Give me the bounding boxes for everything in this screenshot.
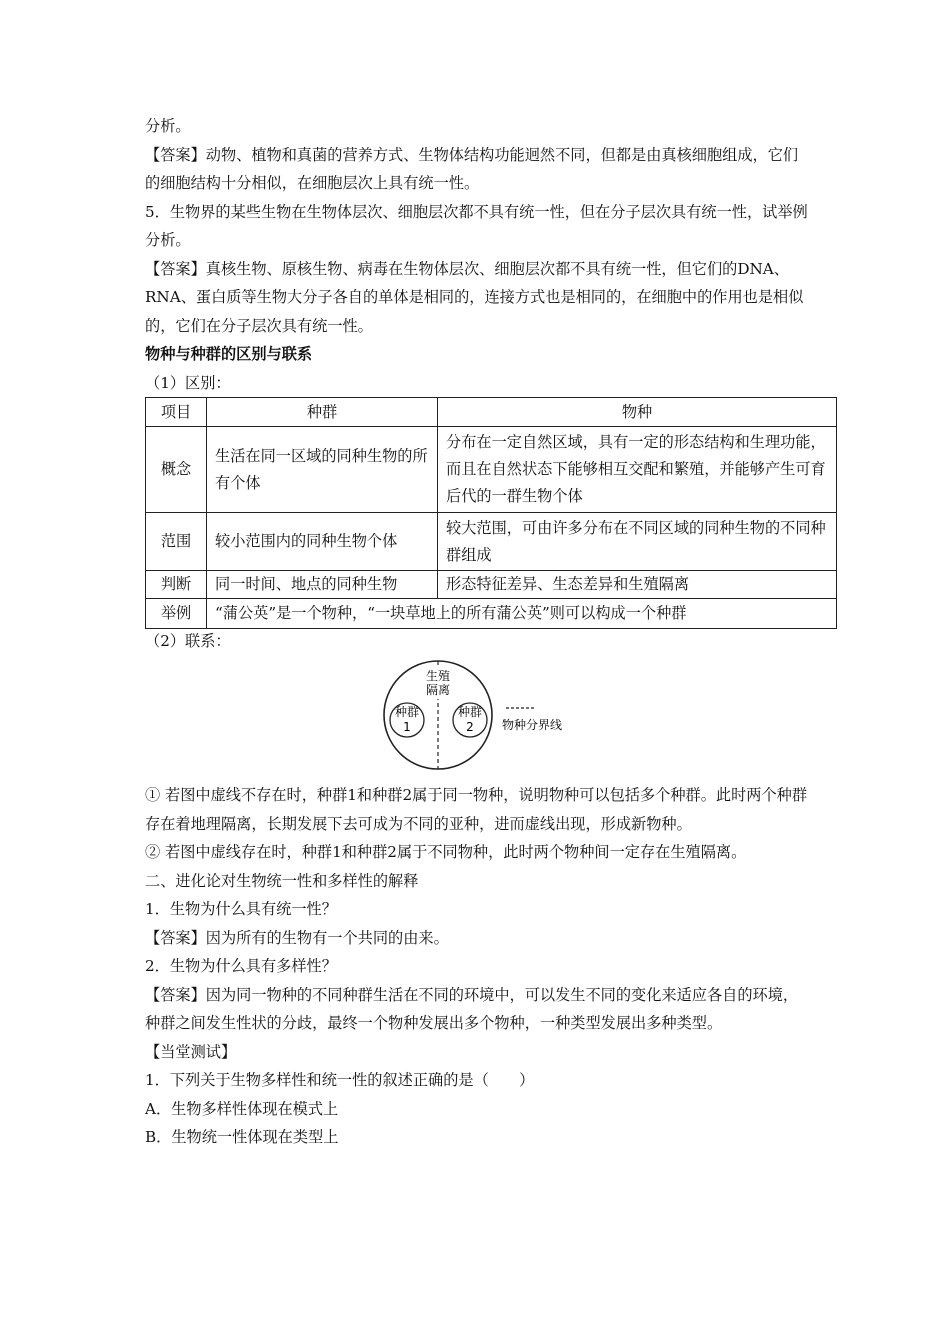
table-row: [146, 571, 837, 599]
diagram-svg: [382, 653, 582, 779]
table-row: [146, 599, 837, 629]
table-header-cell: 项目: [146, 398, 207, 427]
table-header-cell: 种群: [207, 398, 438, 427]
answer-paragraph: 【答案】因为所有的生物有一个共同的由来。: [145, 928, 449, 947]
table-header-row: [146, 398, 837, 427]
answer-paragraph: 【答案】因为同一物种的不同种群生活在不同的环境中，可以发生不同的变化来适应各自的环境，种群之间发生性状的分歧，最终一个物种发展出多个物种，一种类型发展出多种类型。: [145, 985, 799, 1032]
table-cell: 分布在一定自然区域，具有一定的形态结构和生理功能，而且在自然状态下能够相互交配和繁殖，并能够产生可育后代的一群生物个体: [438, 427, 837, 513]
population-2-label: 种群: [457, 705, 483, 719]
option-b: B．生物统一性体现在类型上: [145, 1128, 339, 1146]
test-heading: 【当堂测试】: [145, 1042, 237, 1061]
legend-label: 物种分界线: [502, 718, 563, 732]
section-title: 二、进化论对生物统一性和多样性的解释: [145, 871, 419, 890]
isolation-label: 隔离: [425, 683, 451, 697]
subheading: （2）联系：: [145, 632, 231, 650]
question-paragraph: 5．生物界的某些生物在生物体层次、细胞层次都不具有统一性，但在分子层次具有统一性，试举例分析。: [145, 202, 808, 249]
question-paragraph: 2．生物为什么具有多样性？: [145, 957, 337, 975]
table-cell: 形态特征差异、生态差异和生殖隔离: [438, 571, 837, 599]
row-label: 判断: [146, 571, 207, 599]
paragraph: 分析。: [145, 117, 191, 135]
subheading: （1）区别：: [145, 373, 231, 392]
table-row: [146, 427, 837, 513]
paragraph: ① 若图中虚线不存在时，种群1和种群2属于同一物种，说明物种可以包括多个种群。此时两个种群存在着地理隔离，长期发展下去可成为不同的亚种，进而虚线出现，形成新物种。: [145, 786, 808, 833]
population-2-number: 2: [466, 720, 474, 734]
table-cell: 较小范围内的同种生物个体: [207, 513, 438, 571]
table-row: [146, 513, 837, 571]
question-paragraph: 1．下列关于生物多样性和统一性的叙述正确的是（ ）: [145, 1071, 535, 1089]
table-cell: “蒲公英”是一个物种，“一块草地上的所有蒲公英”则可以构成一个种群: [207, 599, 837, 629]
paragraph: ② 若图中虚线存在时，种群1和种群2属于不同物种，此时两个物种间一定存在生殖隔离。: [145, 843, 747, 861]
species-population-diagram: [145, 653, 810, 781]
table-cell: 较大范围，可由许多分布在不同区域的同种生物的不同种群组成: [438, 513, 837, 571]
isolation-label: 生殖: [425, 669, 451, 683]
document-page: [145, 112, 826, 1152]
section-heading: 物种与种群的区别与联系: [145, 345, 313, 363]
table-cell: 生活在同一区域的同种生物的所有个体: [207, 427, 438, 513]
population-1-number: 1: [403, 720, 411, 734]
table-cell: 同一时间、地点的同种生物: [207, 571, 438, 599]
table-header-cell: 物种: [438, 398, 837, 427]
answer-paragraph: 【答案】真核生物、原核生物、病毒在生物体层次、细胞层次都不具有统一性，但它们的DNA、RNA、蛋白质等生物大分子各自的单体是相同的，连接方式也是相同的，在细胞中的作用也是相似的，它们在分子层次具有统一性。: [145, 259, 804, 335]
comparison-table: [145, 397, 837, 629]
population-1-label: 种群: [394, 705, 420, 719]
row-label: 举例: [146, 599, 207, 629]
question-paragraph: 1．生物为什么具有统一性？: [145, 900, 337, 918]
row-label: 概念: [146, 427, 207, 513]
row-label: 范围: [146, 513, 207, 571]
answer-paragraph: 【答案】动物、植物和真菌的营养方式、生物体结构功能迥然不同，但都是由真核细胞组成，它们的细胞结构十分相似，在细胞层次上具有统一性。: [145, 145, 799, 192]
option-a: A．生物多样性体现在模式上: [145, 1099, 339, 1118]
